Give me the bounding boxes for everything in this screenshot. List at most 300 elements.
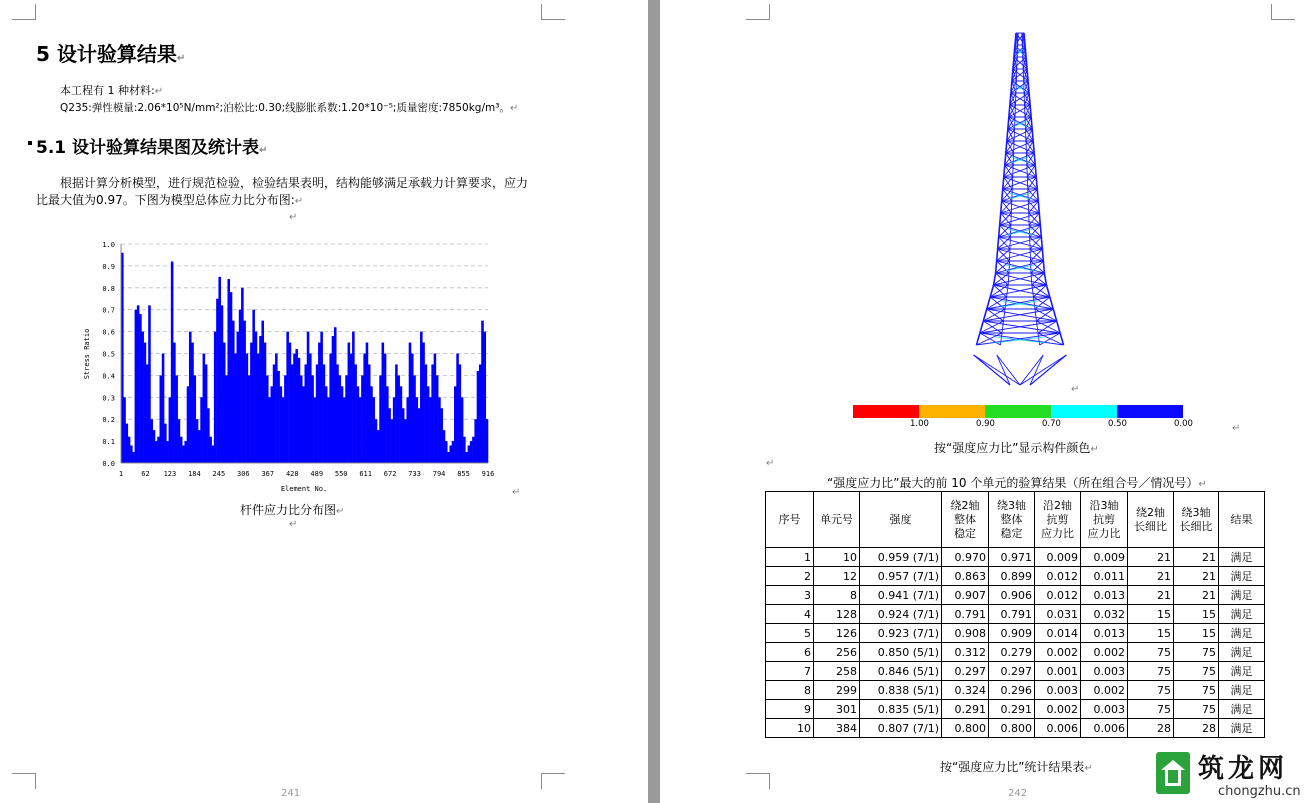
table-cell: 满足 bbox=[1219, 624, 1265, 643]
material-count: 本工程有 1 种材料:↵ bbox=[60, 84, 164, 97]
chart-bar bbox=[298, 358, 301, 463]
crop-mark bbox=[12, 4, 36, 20]
table-cell: 21 bbox=[1174, 548, 1219, 567]
chart-bar bbox=[420, 332, 423, 463]
paragraph-mark: ↵ bbox=[766, 458, 775, 469]
tower-member bbox=[1003, 309, 1005, 321]
y-axis-label: Stress Ratio bbox=[83, 328, 91, 380]
chart-bar bbox=[400, 386, 403, 463]
chart-bar bbox=[411, 354, 414, 464]
chart-bar bbox=[338, 375, 341, 463]
chart-bar bbox=[130, 445, 133, 463]
logo-url: chongzhu.cn bbox=[1218, 784, 1301, 799]
chart-bar bbox=[207, 408, 210, 463]
chart-bar bbox=[372, 397, 375, 463]
tower-members bbox=[974, 33, 1067, 385]
tower-member bbox=[1041, 237, 1042, 249]
chart-bar bbox=[157, 437, 160, 463]
chart-bar bbox=[443, 430, 446, 463]
chart-bar bbox=[463, 437, 466, 463]
y-tick-label: 0.2 bbox=[102, 416, 115, 425]
legend-swatch bbox=[1117, 405, 1183, 418]
table-cell: 0.324 bbox=[942, 681, 989, 700]
y-tick-label: 0.8 bbox=[102, 284, 115, 293]
table-cell: 0.012 bbox=[1035, 586, 1081, 605]
x-tick-label: 733 bbox=[408, 470, 421, 478]
tower-member bbox=[1037, 321, 1039, 333]
table-cell: 0.846 (5/1) bbox=[860, 662, 942, 681]
table-cell: 4 bbox=[766, 605, 814, 624]
x-tick-label: 245 bbox=[212, 470, 226, 478]
tower-member bbox=[996, 261, 997, 273]
table-cell: 0.850 (5/1) bbox=[860, 643, 942, 662]
tower-member bbox=[974, 355, 1010, 385]
chart-bar bbox=[137, 305, 140, 463]
chart-bar bbox=[261, 321, 264, 463]
table-cell: 0.909 bbox=[989, 624, 1035, 643]
legend-caption: 按“强度应力比”显示构件颜色↵ bbox=[934, 441, 1099, 455]
page-242 bbox=[660, 0, 1305, 803]
chart-bar bbox=[237, 332, 240, 463]
tower-member bbox=[1036, 177, 1037, 189]
chart-bar bbox=[413, 375, 416, 463]
chart-bar bbox=[166, 441, 169, 463]
table-cell: 0.970 bbox=[942, 548, 989, 567]
chart-bar bbox=[305, 364, 308, 463]
table-cell: 12 bbox=[814, 567, 860, 586]
table-cell: 15 bbox=[1174, 605, 1219, 624]
chart-bar bbox=[307, 332, 310, 463]
table-cell: 15 bbox=[1128, 605, 1174, 624]
chart-bar bbox=[361, 375, 364, 463]
table-cell: 0.924 (7/1) bbox=[860, 605, 942, 624]
chart-bar bbox=[146, 364, 149, 463]
chart-bar bbox=[431, 364, 434, 463]
chart-bar bbox=[368, 364, 371, 463]
chart-bar bbox=[189, 332, 192, 463]
table-cell: 0.001 bbox=[1035, 662, 1081, 681]
chart-bar bbox=[377, 430, 380, 463]
chart-bar bbox=[366, 343, 369, 463]
table-cell: 0.009 bbox=[1081, 548, 1128, 567]
chart-bar bbox=[141, 332, 144, 463]
x-tick-label: 184 bbox=[188, 470, 201, 478]
table-row bbox=[766, 586, 1265, 605]
table-cell: 满足 bbox=[1219, 586, 1265, 605]
chart-bar bbox=[384, 354, 387, 464]
table-cell: 128 bbox=[814, 605, 860, 624]
chart-bar bbox=[314, 397, 317, 463]
tower-member bbox=[1000, 213, 1001, 225]
chart-bar bbox=[468, 445, 471, 463]
table-cell: 21 bbox=[1128, 567, 1174, 586]
chart-bar bbox=[171, 262, 174, 463]
chart-bar bbox=[440, 408, 443, 463]
chart-bar bbox=[139, 314, 142, 463]
chart-bar bbox=[196, 419, 199, 463]
chart-bar bbox=[178, 419, 181, 463]
chart-bar bbox=[239, 310, 242, 463]
tower-member bbox=[999, 225, 1000, 237]
chart-bar bbox=[184, 441, 187, 463]
table-header-cell: 强度 bbox=[860, 492, 942, 548]
table-cell: 0.013 bbox=[1081, 624, 1128, 643]
table-cell: 299 bbox=[814, 681, 860, 700]
chart-bar bbox=[257, 354, 260, 464]
table-row bbox=[766, 567, 1265, 586]
tower-member bbox=[1035, 309, 1037, 321]
chart-bar bbox=[248, 375, 251, 463]
chart-bar bbox=[486, 419, 489, 463]
chart-bar bbox=[252, 310, 255, 463]
chart-bar bbox=[243, 321, 246, 463]
tower-member bbox=[1038, 201, 1039, 213]
chart-bar bbox=[205, 364, 208, 463]
table-cell: 0.002 bbox=[1035, 700, 1081, 719]
chart-bar bbox=[155, 441, 158, 463]
table-cell: 7 bbox=[766, 662, 814, 681]
table-cell: 75 bbox=[1128, 700, 1174, 719]
table-cell: 0.838 (5/1) bbox=[860, 681, 942, 700]
tower-member bbox=[1042, 249, 1043, 261]
chart-bar bbox=[320, 332, 323, 463]
chart-bar bbox=[454, 386, 457, 463]
chart-caption: 杆件应力比分布图↵ bbox=[240, 503, 345, 517]
chart-bar bbox=[429, 397, 432, 463]
table-header-cell: 序号 bbox=[766, 492, 814, 548]
chart-bar bbox=[359, 397, 362, 463]
x-tick-label: 428 bbox=[285, 470, 299, 478]
table-cell: 5 bbox=[766, 624, 814, 643]
chart-bar bbox=[461, 397, 464, 463]
crop-mark bbox=[746, 4, 770, 20]
table-header-cell: 绕2轴 整体 稳定 bbox=[942, 492, 989, 548]
chart-bar bbox=[230, 292, 233, 463]
tower-member bbox=[1005, 297, 1007, 309]
chart-bar bbox=[327, 397, 330, 463]
subsection-heading: 5.1 设计验算结果图及统计表↵ bbox=[36, 138, 268, 158]
table-cell: 75 bbox=[1174, 700, 1219, 719]
table-cell: 75 bbox=[1128, 643, 1174, 662]
table-row bbox=[766, 605, 1265, 624]
y-tick-label: 0.0 bbox=[102, 460, 115, 468]
table-cell: 8 bbox=[814, 586, 860, 605]
chart-bar bbox=[187, 386, 190, 463]
chart-bar bbox=[234, 354, 237, 464]
legend-swatch bbox=[1051, 405, 1117, 418]
chart-bar bbox=[391, 419, 394, 463]
chart-bar bbox=[259, 336, 262, 463]
chart-bar bbox=[352, 332, 355, 463]
x-tick-label: 794 bbox=[432, 470, 446, 478]
y-tick-label: 0.9 bbox=[102, 262, 115, 271]
section-heading: 5 设计验算结果↵ bbox=[36, 42, 186, 66]
logo-text: 筑龙网 bbox=[1198, 754, 1289, 784]
chart-bar bbox=[214, 332, 217, 463]
table-cell: 75 bbox=[1128, 662, 1174, 681]
tower-member bbox=[1020, 355, 1066, 385]
y-tick-label: 0.3 bbox=[102, 394, 115, 403]
chart-bar bbox=[182, 445, 185, 463]
table-cell: 0.971 bbox=[989, 548, 1035, 567]
table-cell: 28 bbox=[1174, 719, 1219, 738]
table-cell: 0.031 bbox=[1035, 605, 1081, 624]
chart-bar bbox=[128, 437, 131, 463]
table-cell: 0.009 bbox=[1035, 548, 1081, 567]
table-cell: 0.032 bbox=[1081, 605, 1128, 624]
paragraph-mark: ↵ bbox=[1071, 384, 1080, 395]
table-cell: 21 bbox=[1128, 586, 1174, 605]
chart-bar bbox=[293, 354, 296, 464]
chart-bar bbox=[153, 430, 156, 463]
table-caption: 按“强度应力比”统计结果表↵ bbox=[940, 760, 1093, 774]
y-tick-label: 0.6 bbox=[102, 328, 115, 337]
tower-member bbox=[1037, 189, 1038, 201]
table-cell: 0.002 bbox=[1081, 681, 1128, 700]
table-cell: 0.906 bbox=[989, 586, 1035, 605]
table-cell: 0.835 (5/1) bbox=[860, 700, 942, 719]
x-tick-label: 367 bbox=[261, 470, 275, 478]
chart-bar bbox=[388, 408, 391, 463]
page-number: 241 bbox=[281, 788, 301, 799]
tower-member bbox=[1033, 297, 1035, 309]
chart-bar bbox=[472, 437, 475, 463]
table-cell: 0.297 bbox=[989, 662, 1035, 681]
x-tick-label: 916 bbox=[481, 470, 495, 478]
chart-bar bbox=[445, 441, 448, 463]
table-cell: 384 bbox=[814, 719, 860, 738]
chart-bar bbox=[150, 419, 153, 463]
table-header-cell: 绕3轴 长细比 bbox=[1174, 492, 1219, 548]
table-cell: 0.006 bbox=[1081, 719, 1128, 738]
chart-bars bbox=[121, 253, 488, 463]
chart-bar bbox=[395, 364, 398, 463]
chart-bar bbox=[375, 419, 378, 463]
chart-bar bbox=[332, 336, 335, 463]
table-cell: 0.291 bbox=[942, 700, 989, 719]
table-row bbox=[766, 700, 1265, 719]
chart-bar bbox=[162, 354, 165, 464]
table-cell: 0.957 (7/1) bbox=[860, 567, 942, 586]
chart-bar bbox=[218, 277, 221, 463]
table-cell: 15 bbox=[1128, 624, 1174, 643]
table-cell: 0.807 (7/1) bbox=[860, 719, 942, 738]
paragraph-mark: ↵ bbox=[512, 487, 521, 498]
table-cell: 0.800 bbox=[989, 719, 1035, 738]
table-cell: 75 bbox=[1174, 643, 1219, 662]
table-header-cell: 沿2轴 抗剪 应力比 bbox=[1035, 492, 1081, 548]
chart-bar bbox=[481, 321, 484, 463]
table-header-cell: 单元号 bbox=[814, 492, 860, 548]
chart-bar bbox=[357, 386, 360, 463]
tower-member bbox=[1043, 261, 1044, 273]
table-cell: 0.800 bbox=[942, 719, 989, 738]
chart-bar bbox=[449, 445, 452, 463]
x-tick-label: 672 bbox=[383, 470, 397, 478]
table-cell: 28 bbox=[1128, 719, 1174, 738]
chart-bar bbox=[193, 375, 196, 463]
chart-bar bbox=[164, 424, 167, 463]
chart-bar bbox=[291, 364, 294, 463]
chart-bar bbox=[289, 343, 292, 463]
table-row bbox=[766, 719, 1265, 738]
table-cell: 0.312 bbox=[942, 643, 989, 662]
y-tick-label: 0.5 bbox=[102, 350, 115, 359]
chart-bar bbox=[336, 364, 339, 463]
paragraph-line-1: 根据计算分析模型，进行规范检验，检验结果表明，结构能够满足承载力计算要求，应力 bbox=[60, 176, 529, 190]
x-tick-label: 1 bbox=[118, 470, 124, 478]
table-cell: 0.959 (7/1) bbox=[860, 548, 942, 567]
table-cell: 0.908 bbox=[942, 624, 989, 643]
table-cell: 满足 bbox=[1219, 719, 1265, 738]
table-cell: 258 bbox=[814, 662, 860, 681]
chart-bar bbox=[246, 354, 249, 464]
chart-bar bbox=[382, 343, 385, 463]
chart-bar bbox=[225, 375, 228, 463]
table-cell: 301 bbox=[814, 700, 860, 719]
chart-bar bbox=[427, 386, 430, 463]
table-row bbox=[766, 681, 1265, 700]
chart-bar bbox=[216, 299, 219, 463]
paragraph-line-2: 比最大值为0.97。下图为模型总体应力比分布图:↵ bbox=[36, 193, 304, 207]
chart-bar bbox=[345, 375, 348, 463]
chart-bar bbox=[416, 397, 419, 463]
chart-bar bbox=[479, 364, 482, 463]
legend-label: 0.00 bbox=[1174, 419, 1193, 429]
table-cell: 满足 bbox=[1219, 700, 1265, 719]
chart-bar bbox=[447, 452, 450, 463]
table-cell: 0.003 bbox=[1081, 662, 1128, 681]
chart-bar bbox=[123, 397, 126, 463]
table-header-row bbox=[766, 492, 1265, 548]
chart-bar bbox=[302, 386, 305, 463]
legend-swatch bbox=[985, 405, 1051, 418]
chart-bar bbox=[379, 375, 382, 463]
chart-bar bbox=[250, 343, 253, 463]
table-header-cell: 绕2轴 长细比 bbox=[1128, 492, 1174, 548]
table-cell: 0.923 (7/1) bbox=[860, 624, 942, 643]
color-legend bbox=[853, 405, 1183, 418]
chart-bar bbox=[203, 354, 206, 464]
table-cell: 0.003 bbox=[1081, 700, 1128, 719]
chart-bar bbox=[271, 386, 274, 463]
chart-bar bbox=[126, 424, 129, 463]
chart-bar bbox=[173, 343, 176, 463]
table-cell: 0.012 bbox=[1035, 567, 1081, 586]
chart-bar bbox=[148, 305, 151, 463]
chart-bar bbox=[266, 375, 269, 463]
legend-label: 0.70 bbox=[1042, 419, 1061, 429]
chart-y-ticks bbox=[102, 241, 115, 468]
chart-bar bbox=[370, 386, 373, 463]
table-cell: 21 bbox=[1174, 586, 1219, 605]
table-cell: 0.002 bbox=[1081, 643, 1128, 662]
chart-bar bbox=[191, 343, 194, 463]
table-cell: 0.011 bbox=[1081, 567, 1128, 586]
table-cell: 0.941 (7/1) bbox=[860, 586, 942, 605]
crop-mark bbox=[541, 4, 565, 20]
chart-bar bbox=[268, 397, 271, 463]
table-cell: 10 bbox=[814, 548, 860, 567]
chart-bar bbox=[456, 354, 459, 464]
chart-bar bbox=[198, 430, 201, 463]
chart-bar bbox=[284, 375, 287, 463]
chart-bar bbox=[300, 375, 303, 463]
paragraph-mark: ↵ bbox=[1232, 423, 1241, 434]
crop-mark bbox=[746, 773, 770, 789]
y-tick-label: 1.0 bbox=[102, 241, 115, 249]
table-cell: 75 bbox=[1128, 681, 1174, 700]
legend-swatch bbox=[853, 405, 919, 418]
stress-ratio-chart bbox=[78, 236, 498, 498]
x-axis-label: Element No. bbox=[280, 485, 328, 493]
table-header-cell: 结果 bbox=[1219, 492, 1265, 548]
chart-bar bbox=[406, 397, 409, 463]
x-tick-label: 62 bbox=[141, 470, 150, 478]
table-cell: 75 bbox=[1174, 662, 1219, 681]
table-cell: 0.013 bbox=[1081, 586, 1128, 605]
table-cell: 21 bbox=[1128, 548, 1174, 567]
table-cell: 0.296 bbox=[989, 681, 1035, 700]
table-cell: 0.899 bbox=[989, 567, 1035, 586]
chart-bar bbox=[434, 354, 437, 464]
chart-bar bbox=[209, 437, 212, 463]
chart-bar bbox=[477, 371, 480, 463]
chart-bar bbox=[354, 364, 357, 463]
tower-member bbox=[974, 355, 1020, 385]
chart-bar bbox=[470, 441, 473, 463]
tower-member bbox=[1039, 213, 1040, 225]
x-tick-label: 306 bbox=[237, 470, 250, 478]
table-cell: 0.863 bbox=[942, 567, 989, 586]
table-header-cell: 绕3轴 整体 稳定 bbox=[989, 492, 1035, 548]
table-cell: 9 bbox=[766, 700, 814, 719]
table-cell: 0.003 bbox=[1035, 681, 1081, 700]
table-cell: 3 bbox=[766, 586, 814, 605]
chart-bar bbox=[465, 452, 468, 463]
page-number: 242 bbox=[1008, 788, 1028, 799]
chart-bar bbox=[348, 343, 351, 463]
chart-bar bbox=[277, 371, 280, 463]
legend-labels bbox=[853, 419, 1213, 431]
table-row bbox=[766, 662, 1265, 681]
y-tick-label: 0.7 bbox=[102, 306, 115, 315]
chart-bar bbox=[286, 332, 289, 463]
x-tick-label: 489 bbox=[310, 470, 324, 478]
table-cell: 满足 bbox=[1219, 643, 1265, 662]
chart-bar bbox=[144, 343, 147, 463]
table-cell: 6 bbox=[766, 643, 814, 662]
results-table bbox=[765, 491, 1265, 738]
tower-member bbox=[1031, 273, 1032, 285]
table-cell: 满足 bbox=[1219, 567, 1265, 586]
tower-member bbox=[1002, 189, 1003, 201]
chart-bar bbox=[402, 408, 405, 463]
chart-bar bbox=[459, 364, 462, 463]
tower-model-image bbox=[960, 30, 1080, 390]
chart-bar bbox=[397, 375, 400, 463]
tower-member bbox=[1002, 321, 1004, 333]
legend-label: 1.00 bbox=[910, 419, 929, 429]
paragraph-mark: ↵ bbox=[289, 519, 298, 530]
x-tick-label: 123 bbox=[163, 470, 177, 478]
tower-member bbox=[998, 237, 999, 249]
table-cell: 126 bbox=[814, 624, 860, 643]
table-cell: 0.002 bbox=[1035, 643, 1081, 662]
chart-bar bbox=[241, 288, 244, 463]
chart-x-ticks bbox=[119, 470, 494, 478]
chart-bar bbox=[223, 343, 226, 463]
